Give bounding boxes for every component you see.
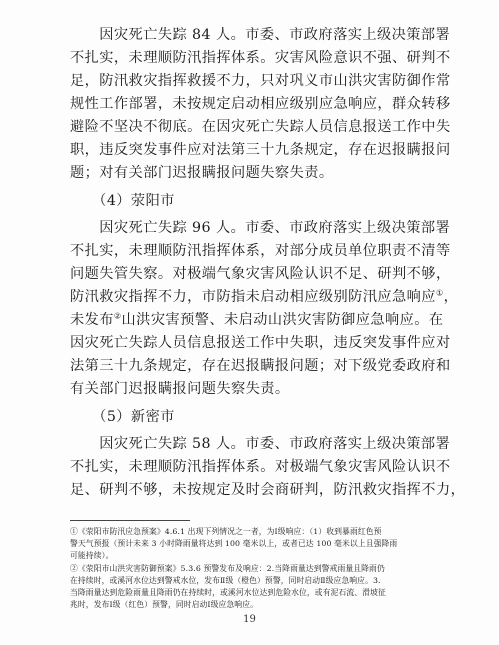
body-line: 因灾死亡失踪 84 人。市委、市政府落实上级决策部署 [70,27,451,43]
footnote-line: 当降雨量达到危险雨量且降雨仍在持续时，或溪河水位达到危险水位，或有泥石流、滑坡征 [70,588,386,597]
body-line [70,287,458,307]
body-line: 足、研判不够，未按规定及时会商研判，防汛救灾指挥不力， [70,482,466,498]
body-line: 不扎实，未理顺防汛指挥体系，对部分成员单位职责不清等 [70,243,451,259]
footnote-line: 警天气预报（预计未来 3 小时降雨量将达到 100 毫米以上，或者已达 100 毫米以上且强降雨 [70,539,398,548]
body-line: 问题失管失察。对极端气象灾害风险认识不足、研判不够， [70,266,451,282]
section-heading: （5）新密市 [70,409,175,425]
body-line: 不扎实，未理顺防汛指挥体系。对极端气象灾害风险认识不 [70,459,451,475]
footnote-line: 在持续时，或溪河水位达到警戒水位，发布Ⅱ级（橙色）预警，同时启动Ⅱ级应急响应。3. [70,576,381,585]
body-line: 职，违反突发事件应对法第三十九条规定，存在迟报瞒报问 [70,142,451,158]
footnote-ref: ① [435,288,444,298]
page-number: 19 [243,614,256,625]
body-line: 避险不坚决不彻底。在因灾死亡失踪人员信息报送工作中失 [70,119,451,135]
footnote-line: 可能持续）。 [70,551,114,560]
footnote-ref: ② [113,311,122,321]
body-text: 防汛救灾指挥不力，市防指未启动相应级别防汛应急响应 [70,289,436,305]
body-line: 因灾死亡失踪 58 人。市委、市政府落实上级决策部署 [70,436,451,452]
body-text: 山洪灾害预警、未启动山洪灾害防御应急响应。在 [121,312,444,328]
footnote-line: ②《荥阳市山洪灾害防御预案》5.3.6 预警发布及响应：2.当降雨量达到警戒雨量且降雨仍 [70,564,385,573]
body-line: 不扎实，未理顺防汛指挥体系。灾害风险意识不强、研判不 [70,50,451,66]
body-line: 因灾死亡失踪 96 人。市委、市政府落实上级决策部署 [70,220,451,236]
footnote-line: 兆时，发布Ⅰ级（红色）预警，同时启动Ⅰ级应急响应。 [70,600,258,609]
body-line: 因灾死亡失踪人员信息报送工作中失职，违反突发事件应对 [70,335,451,351]
footnote-line: ①《荥阳市防汛应急预案》4.6.1 出现下列情况之一者，为Ⅰ级响应：（1）收到暴雨红色预 [70,527,382,536]
body-line [70,310,444,330]
body-line: 题；对有关部门迟报瞒报问题失察失责。 [70,165,334,181]
footnote-divider [70,520,190,521]
body-line: 法第三十九条规定，存在迟报瞒报问题；对下级党委政府和 [70,358,451,374]
body-line: 足，防汛救灾指挥救援不力，只对巩义市山洪灾害防御作常 [70,73,451,89]
body-line: 有关部门迟报瞒报问题失察失责。 [70,381,290,397]
body-line: 规性工作部署，未按规定启动相应级别应急响应，群众转移 [70,96,451,112]
section-heading: （4）荥阳市 [70,193,175,209]
body-text: 未发布 [70,312,114,328]
body-text: ， [443,289,459,305]
